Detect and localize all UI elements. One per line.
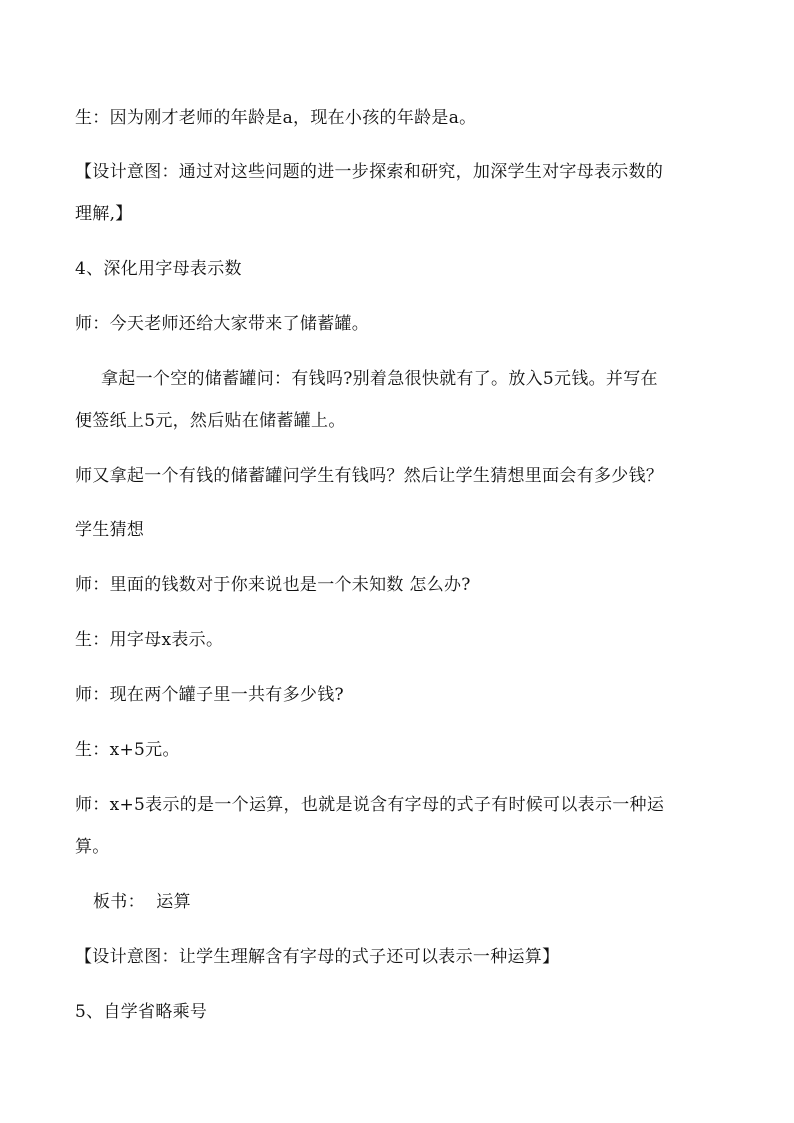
text-line: 师又拿起一个有钱的储蓄罐问学生有钱吗？然后让学生猜想里面会有多少钱？ [75, 466, 664, 486]
text-line: 便签纸上5元，然后贴在储蓄罐上。 [75, 411, 346, 431]
text-line: 生：x+5元。 [75, 740, 180, 760]
text-line: 板书： 运算 [93, 892, 191, 912]
text-line: 学生猜想 [75, 520, 145, 540]
section-heading: 4、深化用字母表示数 [75, 259, 242, 279]
text-line: 【设计意图：让学生理解含有字母的式子还可以表示一种运算】 [75, 947, 560, 967]
text-line: 师：里面的钱数对于你来说也是一个未知数 怎么办? [75, 575, 471, 595]
text-line: 算。 [75, 837, 110, 857]
text-line: 拿起一个空的储蓄罐问：有钱吗?别着急很快就有了。放入5元钱。并写在 [101, 369, 658, 389]
text-line: 生：用字母x表示。 [75, 630, 224, 650]
text-line: 师：今天老师还给大家带来了储蓄罐。 [75, 314, 370, 334]
text-line: 师：现在两个罐子里一共有多少钱? [75, 685, 344, 705]
text-line: 【设计意图：通过对这些问题的进一步探索和研究，加深学生对字母表示数的 [75, 162, 664, 182]
text-line: 理解,】 [75, 204, 133, 224]
section-heading: 5、自学省略乘号 [75, 1002, 208, 1022]
text-line: 生：因为刚才老师的年龄是a，现在小孩的年龄是a。 [75, 108, 477, 128]
text-line: 师：x+5表示的是一个运算，也就是说含有字母的式子有时候可以表示一种运 [75, 795, 665, 815]
